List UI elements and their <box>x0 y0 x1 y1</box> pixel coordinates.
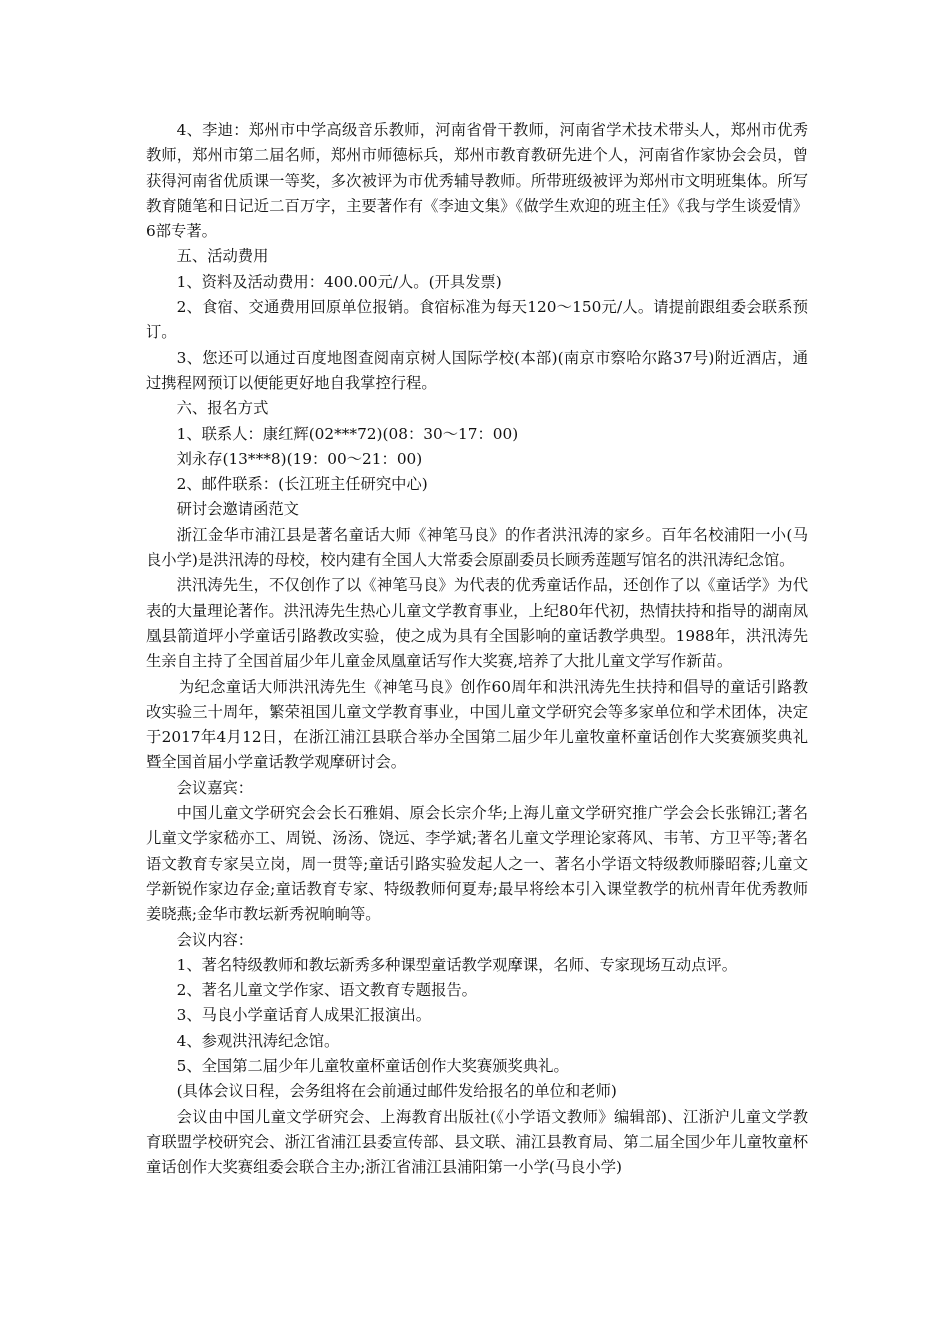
paragraph-contact-second: 刘永存(13***8)(19：00～21：00) <box>176 449 423 468</box>
section-heading-registration: 六、报名方式 <box>176 399 269 418</box>
paragraph-contact-person: 1、联系人：康红辉(02***72)(08：30～17：00) <box>176 424 519 443</box>
section-heading-guests: 会议嘉宾： <box>176 778 254 797</box>
paragraph-guest-list: 中国儿童文学研究会会长石雅娟、原会长宗介华;上海儿童文学研究推广学会会长张锦江;著名儿童文学家嵇亦工、周锐、汤汤、饶远、李学斌;著名儿童文学理论家蒋风、韦苇、方卫平等;著名语文教育专家吴立岗，周一贯等;童话引路实验发起人之一、著名小学语文特级教师滕昭蓉;儿童文学新锐作家边存金;童话教育专家、特级教师何夏寿;最早将绘本引入课堂教学的杭州青年优秀教师姜晓燕;金华市教坛新秀祝晌晌等。 <box>146 804 808 924</box>
document-page <box>146 118 808 1180</box>
paragraph-fee-materials: 1、资料及活动费用：400.00元/人。(开具发票) <box>176 272 502 291</box>
list-item-content-1: 1、著名特级教师和教坛新秀多种课型童话教学观摩课，名师、专家现场互动点评。 <box>176 955 738 974</box>
paragraph-fee-lodging: 2、食宿、交通费用回原单位报销。食宿标准为每天120～150元/人。请提前跟组委会联系预订。 <box>146 298 808 342</box>
paragraph-schedule-note: (具体会议日程，会务组将在会前通过邮件发给报名的单位和老师) <box>176 1082 617 1101</box>
paragraph-pujiang-intro: 浙江金华市浦江县是著名童话大师《神笔马良》的作者洪汛涛的家乡。百年名校浦阳一小(马良小学)是洪汛涛的母校，校内建有全国人大常委会原副委员长顾秀莲题写馆名的洪汛涛纪念馆。 <box>146 525 808 570</box>
paragraph-lidi-bio: 4、李迪：郑州市中学高级音乐教师，河南省骨干教师，河南省学术技术带头人，郑州市优秀教师，郑州市第二届名师，郑州市师德标兵，郑州市教育教研先进个人，河南省作家协会会员，曾获得河南省优质课一等奖，多次被评为市优秀辅导教师。所带班级被评为郑州市文明班集体。所写教育随笔和日记近二百万字，主要著作有《李迪文集》《做学生欢迎的班主任》《我与学生谈爱情》6部专著。 <box>146 121 808 241</box>
paragraph-fee-hotel: 3、您还可以通过百度地图查阅南京树人国际学校(本部)(南京市察哈尔路37号)附近酒店，通过携程网预订以便能更好地自我掌控行程。 <box>146 348 808 392</box>
list-item-content-3: 3、马良小学童话育人成果汇报演出。 <box>176 1006 432 1025</box>
paragraph-commemoration: 为纪念童话大师洪汛涛先生《神笔马良》创作60周年和洪汛涛先生扶持和倡导的童话引路教改实验三十周年，繁荣祖国儿童文学教育事业，中国儿童文学研究会等多家单位和学术团体，决定于2017年4月12日，在浙江浦江县联合举办全国第二届少年儿童牧童杯童话创作大奖赛颁奖典礼暨全国首届小学童话教学观摩研讨会。 <box>146 677 808 772</box>
section-heading-sample-invitation: 研讨会邀请函范文 <box>176 500 299 519</box>
paragraph-organizers: 会议由中国儿童文学研究会、上海教育出版社(《小学语文教师》编辑部)、江浙沪儿童文学教育联盟学校研究会、浙江省浦江县委宣传部、县文联、浦江县教育局、第二届全国少年儿童牧童杯童话创作大奖赛组委会联合主办;浙江省浦江县浦阳第一小学(马良小学) <box>146 1107 808 1177</box>
list-item-content-4: 4、参观洪汛涛纪念馆。 <box>176 1031 340 1050</box>
paragraph-hong-xuntao: 洪汛涛先生，不仅创作了以《神笔马良》为代表的优秀童话作品，还创作了以《童话学》为代表的大量理论著作。洪汛涛先生热心儿童文学教育事业，上纪80年代初，热情扶持和指导的湖南凤凰县箭道坪小学童话引路教改实验，使之成为具有全国影响的童话教学典型。1988年，洪汛涛先生亲自主持了全国首届少年儿童金凤凰童话写作大奖赛,培养了大批儿童文学写作新苗。 <box>146 576 808 671</box>
list-item-content-2: 2、著名儿童文学作家、语文教育专题报告。 <box>176 981 477 1000</box>
section-heading-fees: 五、活动费用 <box>176 247 269 266</box>
paragraph-contact-email: 2、邮件联系：(长江班主任研究中心) <box>176 475 428 494</box>
section-heading-content: 会议内容： <box>176 930 254 949</box>
list-item-content-5: 5、全国第二届少年儿童牧童杯童话创作大奖赛颁奖典礼。 <box>176 1056 569 1075</box>
